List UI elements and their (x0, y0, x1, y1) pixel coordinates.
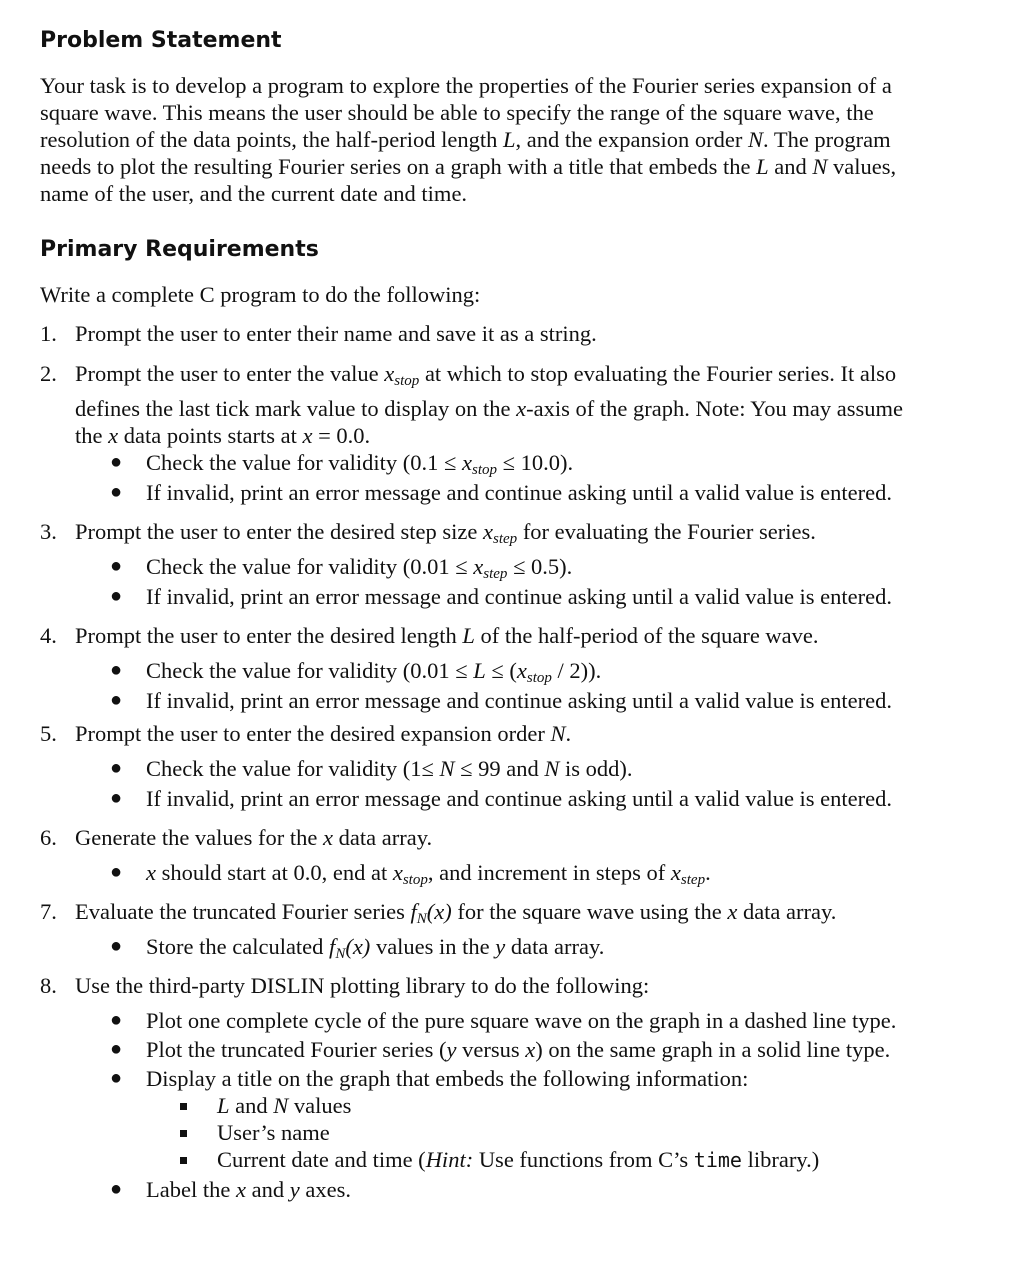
bullet-icon: ● (110, 555, 123, 577)
bullet-icon: ● (110, 689, 123, 711)
bullet-icon: ● (110, 861, 123, 883)
item-number: 1. (40, 321, 57, 346)
square-bullet-icon (180, 1130, 187, 1137)
bullet-icon: ● (110, 481, 123, 503)
item-text: Evaluate the truncated Fourier series $f_N(x)$ for the square wave using the x data array. (75, 899, 837, 927)
item-number: 2. (40, 361, 57, 386)
problem-statement-paragraph (40, 72, 950, 207)
item-text: Generate the values for the x data array. (75, 825, 433, 850)
item-number: 6. (40, 825, 57, 850)
square-bullet-icon (180, 1157, 187, 1164)
item-text: Prompt the user to enter the value $x_{stop}$ at which to stop evaluating the Fourier series. It also defines the last tick mark value to display on the x-axis of the graph. Note: You may assume the x data points starts at x = 0.0. (75, 361, 903, 448)
square-bullet-icon (180, 1103, 187, 1110)
problem-line-1: Your task is to develop a program to explore the properties of the Fourier series expansion of a (40, 73, 892, 98)
item-text: Prompt the user to enter the desired step size $x_{step}$ for evaluating the Fourier series. (75, 519, 816, 547)
problem-line-4: needs to plot the resulting Fourier series on a graph with a title that embeds the L and N values, (40, 154, 897, 179)
item-text: Prompt the user to enter the desired expansion order N. (75, 721, 572, 746)
item-number: 7. (40, 899, 57, 924)
problem-line-3: resolution of the data points, the half-period length L, and the expansion order N. The program (40, 127, 891, 152)
requirements-intro: Write a complete C program to do the following: (40, 282, 481, 307)
bullet-icon: ● (110, 585, 123, 607)
item-number: 3. (40, 519, 57, 544)
item-text: Prompt the user to enter their name and save it as a string. (75, 321, 597, 346)
item-number: 8. (40, 973, 57, 998)
problem-line-5: name of the user, and the current date and time. (40, 181, 468, 206)
bullet-icon: ● (110, 1067, 123, 1089)
item-number: 4. (40, 623, 57, 648)
problem-statement-heading: Problem Statement (40, 28, 282, 53)
bullet-icon: ● (110, 451, 123, 473)
bullet-icon: ● (110, 1038, 123, 1060)
problem-line-2: square wave. This means the user should be able to specify the range of the square wave, the (40, 100, 874, 125)
bullet-icon: ● (110, 1178, 123, 1200)
bullet-icon: ● (110, 1009, 123, 1031)
item-number: 5. (40, 721, 57, 746)
item-text: Prompt the user to enter the desired length L of the half-period of the square wave. (75, 623, 819, 648)
bullet-icon: ● (110, 659, 123, 681)
bullet-icon: ● (110, 757, 123, 779)
bullet-icon: ● (110, 935, 123, 957)
primary-requirements-heading: Primary Requirements (40, 237, 319, 262)
bullet-icon: ● (110, 787, 123, 809)
item-text: Use the third-party DISLIN plotting library to do the following: (75, 973, 650, 998)
